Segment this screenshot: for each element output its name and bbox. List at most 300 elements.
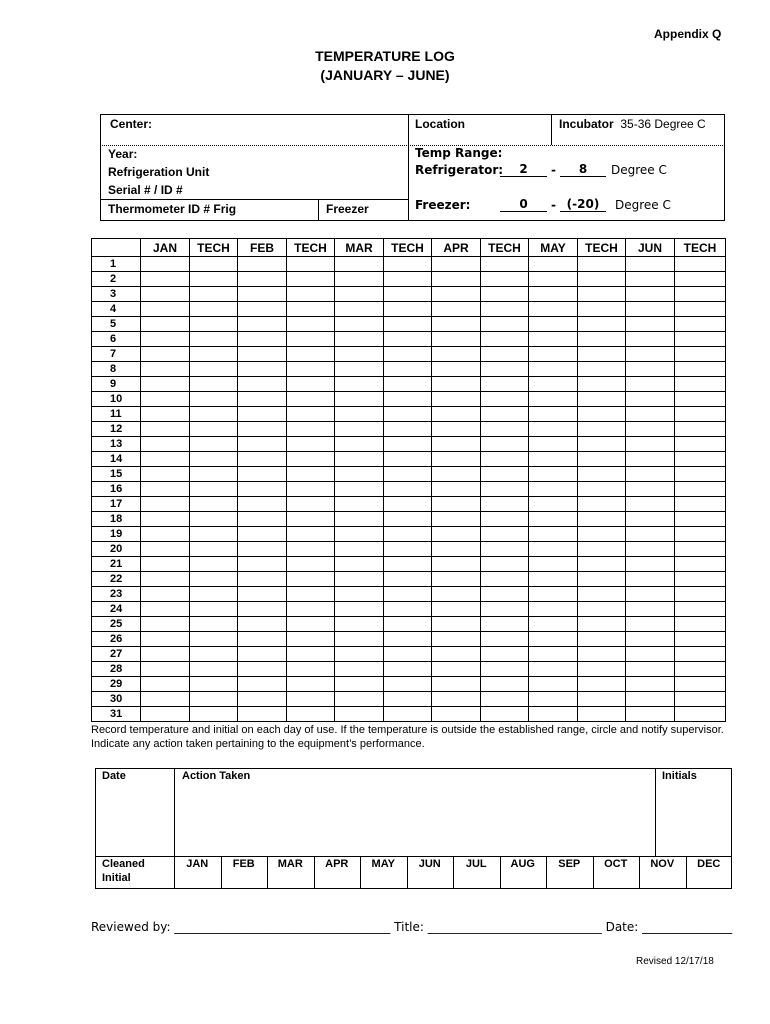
log-entry-cell[interactable] xyxy=(287,467,335,482)
log-entry-cell[interactable] xyxy=(432,692,481,707)
log-entry-cell[interactable] xyxy=(626,497,675,512)
log-entry-cell[interactable] xyxy=(481,377,529,392)
log-entry-cell[interactable] xyxy=(432,632,481,647)
log-entry-cell[interactable] xyxy=(481,647,529,662)
log-entry-cell[interactable] xyxy=(529,662,578,677)
log-entry-cell[interactable] xyxy=(141,407,190,422)
log-entry-cell[interactable] xyxy=(141,602,190,617)
log-entry-cell[interactable] xyxy=(335,542,384,557)
log-entry-cell[interactable] xyxy=(238,452,287,467)
log-entry-cell[interactable] xyxy=(287,377,335,392)
log-entry-cell[interactable] xyxy=(626,422,675,437)
log-entry-cell[interactable] xyxy=(335,617,384,632)
log-entry-cell[interactable] xyxy=(675,587,726,602)
log-entry-cell[interactable] xyxy=(578,617,626,632)
log-entry-cell[interactable] xyxy=(481,437,529,452)
log-entry-cell[interactable] xyxy=(190,332,238,347)
log-entry-cell[interactable] xyxy=(190,512,238,527)
log-entry-cell[interactable] xyxy=(190,287,238,302)
log-entry-cell[interactable] xyxy=(384,572,432,587)
log-entry-cell[interactable] xyxy=(626,467,675,482)
log-entry-cell[interactable] xyxy=(578,542,626,557)
log-entry-cell[interactable] xyxy=(432,482,481,497)
log-entry-cell[interactable] xyxy=(287,587,335,602)
log-entry-cell[interactable] xyxy=(675,527,726,542)
log-entry-cell[interactable] xyxy=(141,662,190,677)
log-entry-cell[interactable] xyxy=(432,497,481,512)
log-entry-cell[interactable] xyxy=(190,677,238,692)
log-entry-cell[interactable] xyxy=(578,572,626,587)
log-entry-cell[interactable] xyxy=(432,422,481,437)
log-entry-cell[interactable] xyxy=(190,557,238,572)
log-entry-cell[interactable] xyxy=(141,707,190,722)
log-entry-cell[interactable] xyxy=(141,632,190,647)
log-entry-cell[interactable] xyxy=(384,467,432,482)
log-entry-cell[interactable] xyxy=(675,497,726,512)
log-entry-cell[interactable] xyxy=(432,467,481,482)
log-entry-cell[interactable] xyxy=(238,707,287,722)
log-entry-cell[interactable] xyxy=(675,302,726,317)
log-entry-cell[interactable] xyxy=(675,467,726,482)
log-entry-cell[interactable] xyxy=(190,422,238,437)
log-entry-cell[interactable] xyxy=(578,662,626,677)
log-entry-cell[interactable] xyxy=(481,662,529,677)
log-entry-cell[interactable] xyxy=(626,677,675,692)
log-entry-cell[interactable] xyxy=(481,617,529,632)
log-entry-cell[interactable] xyxy=(432,257,481,272)
log-entry-cell[interactable] xyxy=(384,257,432,272)
log-entry-cell[interactable] xyxy=(141,287,190,302)
log-entry-cell[interactable] xyxy=(238,422,287,437)
log-entry-cell[interactable] xyxy=(626,527,675,542)
log-entry-cell[interactable] xyxy=(578,332,626,347)
log-entry-cell[interactable] xyxy=(675,617,726,632)
log-entry-cell[interactable] xyxy=(626,287,675,302)
log-entry-cell[interactable] xyxy=(626,347,675,362)
log-entry-cell[interactable] xyxy=(287,437,335,452)
log-entry-cell[interactable] xyxy=(287,557,335,572)
log-entry-cell[interactable] xyxy=(481,287,529,302)
log-entry-cell[interactable] xyxy=(384,347,432,362)
log-entry-cell[interactable] xyxy=(529,302,578,317)
log-entry-cell[interactable] xyxy=(529,272,578,287)
log-entry-cell[interactable] xyxy=(529,527,578,542)
log-entry-cell[interactable] xyxy=(481,527,529,542)
log-entry-cell[interactable] xyxy=(432,272,481,287)
log-entry-cell[interactable] xyxy=(384,527,432,542)
log-entry-cell[interactable] xyxy=(190,527,238,542)
log-entry-cell[interactable] xyxy=(626,392,675,407)
log-entry-cell[interactable] xyxy=(529,467,578,482)
log-entry-cell[interactable] xyxy=(578,407,626,422)
log-entry-cell[interactable] xyxy=(432,302,481,317)
log-entry-cell[interactable] xyxy=(141,542,190,557)
log-entry-cell[interactable] xyxy=(287,332,335,347)
log-entry-cell[interactable] xyxy=(190,437,238,452)
log-entry-cell[interactable] xyxy=(578,557,626,572)
log-entry-cell[interactable] xyxy=(626,302,675,317)
log-entry-cell[interactable] xyxy=(481,602,529,617)
log-entry-cell[interactable] xyxy=(335,287,384,302)
log-entry-cell[interactable] xyxy=(190,662,238,677)
log-entry-cell[interactable] xyxy=(675,557,726,572)
log-entry-cell[interactable] xyxy=(384,617,432,632)
log-entry-cell[interactable] xyxy=(578,377,626,392)
log-entry-cell[interactable] xyxy=(287,422,335,437)
log-entry-cell[interactable] xyxy=(432,647,481,662)
log-entry-cell[interactable] xyxy=(335,377,384,392)
log-entry-cell[interactable] xyxy=(626,272,675,287)
log-entry-cell[interactable] xyxy=(287,407,335,422)
log-entry-cell[interactable] xyxy=(287,542,335,557)
log-entry-cell[interactable] xyxy=(287,677,335,692)
log-entry-cell[interactable] xyxy=(626,557,675,572)
log-entry-cell[interactable] xyxy=(141,392,190,407)
log-entry-cell[interactable] xyxy=(578,362,626,377)
log-entry-cell[interactable] xyxy=(190,647,238,662)
log-entry-cell[interactable] xyxy=(626,692,675,707)
log-entry-cell[interactable] xyxy=(481,677,529,692)
log-entry-cell[interactable] xyxy=(238,512,287,527)
log-entry-cell[interactable] xyxy=(432,407,481,422)
log-entry-cell[interactable] xyxy=(287,302,335,317)
log-entry-cell[interactable] xyxy=(432,527,481,542)
log-entry-cell[interactable] xyxy=(481,692,529,707)
log-entry-cell[interactable] xyxy=(578,317,626,332)
log-entry-cell[interactable] xyxy=(384,302,432,317)
log-entry-cell[interactable] xyxy=(481,512,529,527)
log-entry-cell[interactable] xyxy=(335,362,384,377)
log-entry-cell[interactable] xyxy=(432,377,481,392)
log-entry-cell[interactable] xyxy=(675,332,726,347)
log-entry-cell[interactable] xyxy=(384,542,432,557)
log-entry-cell[interactable] xyxy=(432,452,481,467)
log-entry-cell[interactable] xyxy=(335,317,384,332)
log-entry-cell[interactable] xyxy=(190,617,238,632)
log-entry-cell[interactable] xyxy=(529,317,578,332)
log-entry-cell[interactable] xyxy=(432,707,481,722)
log-entry-cell[interactable] xyxy=(578,707,626,722)
log-entry-cell[interactable] xyxy=(238,602,287,617)
log-entry-cell[interactable] xyxy=(384,332,432,347)
log-entry-cell[interactable] xyxy=(529,287,578,302)
log-entry-cell[interactable] xyxy=(335,257,384,272)
log-entry-cell[interactable] xyxy=(141,302,190,317)
log-entry-cell[interactable] xyxy=(432,287,481,302)
log-entry-cell[interactable] xyxy=(481,452,529,467)
log-entry-cell[interactable] xyxy=(578,497,626,512)
log-entry-cell[interactable] xyxy=(190,632,238,647)
log-entry-cell[interactable] xyxy=(578,587,626,602)
log-entry-cell[interactable] xyxy=(384,407,432,422)
log-entry-cell[interactable] xyxy=(335,677,384,692)
log-entry-cell[interactable] xyxy=(675,632,726,647)
log-entry-cell[interactable] xyxy=(626,662,675,677)
log-entry-cell[interactable] xyxy=(675,392,726,407)
log-entry-cell[interactable] xyxy=(141,272,190,287)
log-entry-cell[interactable] xyxy=(578,302,626,317)
log-entry-cell[interactable] xyxy=(578,602,626,617)
log-entry-cell[interactable] xyxy=(529,542,578,557)
log-entry-cell[interactable] xyxy=(675,662,726,677)
log-entry-cell[interactable] xyxy=(238,257,287,272)
log-entry-cell[interactable] xyxy=(675,422,726,437)
log-entry-cell[interactable] xyxy=(626,542,675,557)
log-entry-cell[interactable] xyxy=(141,452,190,467)
log-entry-cell[interactable] xyxy=(481,557,529,572)
log-entry-cell[interactable] xyxy=(287,362,335,377)
log-entry-cell[interactable] xyxy=(287,497,335,512)
log-entry-cell[interactable] xyxy=(432,602,481,617)
log-entry-cell[interactable] xyxy=(578,677,626,692)
log-entry-cell[interactable] xyxy=(190,707,238,722)
log-entry-cell[interactable] xyxy=(529,437,578,452)
log-entry-cell[interactable] xyxy=(626,332,675,347)
log-entry-cell[interactable] xyxy=(675,407,726,422)
log-entry-cell[interactable] xyxy=(384,602,432,617)
log-entry-cell[interactable] xyxy=(190,302,238,317)
log-entry-cell[interactable] xyxy=(529,617,578,632)
log-entry-cell[interactable] xyxy=(626,482,675,497)
log-entry-cell[interactable] xyxy=(432,587,481,602)
log-entry-cell[interactable] xyxy=(384,452,432,467)
log-entry-cell[interactable] xyxy=(287,392,335,407)
log-entry-cell[interactable] xyxy=(529,377,578,392)
log-entry-cell[interactable] xyxy=(335,632,384,647)
log-entry-cell[interactable] xyxy=(529,497,578,512)
log-entry-cell[interactable] xyxy=(287,662,335,677)
log-entry-cell[interactable] xyxy=(238,317,287,332)
log-entry-cell[interactable] xyxy=(529,422,578,437)
log-entry-cell[interactable] xyxy=(335,497,384,512)
log-entry-cell[interactable] xyxy=(481,542,529,557)
log-entry-cell[interactable] xyxy=(529,692,578,707)
log-entry-cell[interactable] xyxy=(141,572,190,587)
log-entry-cell[interactable] xyxy=(238,437,287,452)
log-entry-cell[interactable] xyxy=(578,347,626,362)
log-entry-cell[interactable] xyxy=(141,422,190,437)
log-entry-cell[interactable] xyxy=(675,572,726,587)
log-entry-cell[interactable] xyxy=(529,677,578,692)
log-entry-cell[interactable] xyxy=(432,677,481,692)
log-entry-cell[interactable] xyxy=(529,332,578,347)
log-entry-cell[interactable] xyxy=(141,677,190,692)
log-entry-cell[interactable] xyxy=(578,467,626,482)
log-entry-cell[interactable] xyxy=(578,647,626,662)
log-entry-cell[interactable] xyxy=(287,257,335,272)
log-entry-cell[interactable] xyxy=(675,437,726,452)
log-entry-cell[interactable] xyxy=(432,557,481,572)
log-entry-cell[interactable] xyxy=(578,437,626,452)
log-entry-cell[interactable] xyxy=(675,677,726,692)
log-entry-cell[interactable] xyxy=(238,632,287,647)
log-entry-cell[interactable] xyxy=(578,527,626,542)
log-entry-cell[interactable] xyxy=(287,287,335,302)
log-entry-cell[interactable] xyxy=(190,467,238,482)
log-entry-cell[interactable] xyxy=(529,632,578,647)
log-entry-cell[interactable] xyxy=(335,647,384,662)
log-entry-cell[interactable] xyxy=(238,482,287,497)
log-entry-cell[interactable] xyxy=(432,572,481,587)
log-entry-cell[interactable] xyxy=(190,392,238,407)
log-entry-cell[interactable] xyxy=(238,347,287,362)
log-entry-cell[interactable] xyxy=(626,587,675,602)
log-entry-cell[interactable] xyxy=(626,377,675,392)
log-entry-cell[interactable] xyxy=(578,512,626,527)
log-entry-cell[interactable] xyxy=(190,572,238,587)
log-entry-cell[interactable] xyxy=(675,647,726,662)
log-entry-cell[interactable] xyxy=(141,362,190,377)
log-entry-cell[interactable] xyxy=(335,302,384,317)
log-entry-cell[interactable] xyxy=(335,602,384,617)
log-entry-cell[interactable] xyxy=(238,302,287,317)
log-entry-cell[interactable] xyxy=(481,302,529,317)
log-entry-cell[interactable] xyxy=(578,272,626,287)
log-entry-cell[interactable] xyxy=(578,482,626,497)
log-entry-cell[interactable] xyxy=(578,422,626,437)
log-entry-cell[interactable] xyxy=(238,332,287,347)
log-entry-cell[interactable] xyxy=(432,437,481,452)
log-entry-cell[interactable] xyxy=(578,632,626,647)
log-entry-cell[interactable] xyxy=(335,347,384,362)
log-entry-cell[interactable] xyxy=(190,452,238,467)
log-entry-cell[interactable] xyxy=(626,317,675,332)
log-entry-cell[interactable] xyxy=(675,377,726,392)
log-entry-cell[interactable] xyxy=(481,392,529,407)
log-entry-cell[interactable] xyxy=(335,557,384,572)
log-entry-cell[interactable] xyxy=(335,392,384,407)
log-entry-cell[interactable] xyxy=(675,287,726,302)
log-entry-cell[interactable] xyxy=(141,482,190,497)
log-entry-cell[interactable] xyxy=(190,257,238,272)
log-entry-cell[interactable] xyxy=(141,347,190,362)
log-entry-cell[interactable] xyxy=(287,617,335,632)
log-entry-cell[interactable] xyxy=(626,407,675,422)
log-entry-cell[interactable] xyxy=(335,422,384,437)
log-entry-cell[interactable] xyxy=(481,572,529,587)
log-entry-cell[interactable] xyxy=(238,662,287,677)
log-entry-cell[interactable] xyxy=(335,467,384,482)
log-entry-cell[interactable] xyxy=(141,617,190,632)
log-entry-cell[interactable] xyxy=(675,602,726,617)
log-entry-cell[interactable] xyxy=(481,407,529,422)
log-entry-cell[interactable] xyxy=(141,497,190,512)
log-entry-cell[interactable] xyxy=(287,527,335,542)
log-entry-cell[interactable] xyxy=(287,482,335,497)
log-entry-cell[interactable] xyxy=(141,257,190,272)
log-entry-cell[interactable] xyxy=(335,512,384,527)
log-entry-cell[interactable] xyxy=(141,332,190,347)
log-entry-cell[interactable] xyxy=(141,437,190,452)
log-entry-cell[interactable] xyxy=(481,317,529,332)
log-entry-cell[interactable] xyxy=(190,587,238,602)
log-entry-cell[interactable] xyxy=(481,422,529,437)
log-entry-cell[interactable] xyxy=(481,347,529,362)
log-entry-cell[interactable] xyxy=(384,317,432,332)
log-entry-cell[interactable] xyxy=(287,347,335,362)
log-entry-cell[interactable] xyxy=(384,677,432,692)
log-entry-cell[interactable] xyxy=(335,707,384,722)
log-entry-cell[interactable] xyxy=(481,332,529,347)
log-entry-cell[interactable] xyxy=(190,497,238,512)
log-entry-cell[interactable] xyxy=(578,257,626,272)
log-entry-cell[interactable] xyxy=(238,497,287,512)
log-entry-cell[interactable] xyxy=(238,617,287,632)
log-entry-cell[interactable] xyxy=(238,407,287,422)
log-entry-cell[interactable] xyxy=(432,332,481,347)
log-entry-cell[interactable] xyxy=(384,692,432,707)
log-entry-cell[interactable] xyxy=(190,317,238,332)
log-entry-cell[interactable] xyxy=(141,692,190,707)
log-entry-cell[interactable] xyxy=(384,662,432,677)
log-entry-cell[interactable] xyxy=(626,362,675,377)
log-entry-cell[interactable] xyxy=(626,602,675,617)
log-entry-cell[interactable] xyxy=(190,362,238,377)
log-entry-cell[interactable] xyxy=(481,272,529,287)
log-entry-cell[interactable] xyxy=(675,707,726,722)
log-entry-cell[interactable] xyxy=(141,527,190,542)
log-entry-cell[interactable] xyxy=(481,497,529,512)
log-entry-cell[interactable] xyxy=(238,527,287,542)
log-entry-cell[interactable] xyxy=(335,437,384,452)
log-entry-cell[interactable] xyxy=(432,317,481,332)
log-entry-cell[interactable] xyxy=(384,707,432,722)
log-entry-cell[interactable] xyxy=(626,647,675,662)
log-entry-cell[interactable] xyxy=(675,452,726,467)
log-entry-cell[interactable] xyxy=(481,257,529,272)
log-entry-cell[interactable] xyxy=(287,707,335,722)
log-entry-cell[interactable] xyxy=(384,287,432,302)
log-entry-cell[interactable] xyxy=(287,317,335,332)
log-entry-cell[interactable] xyxy=(626,572,675,587)
log-entry-cell[interactable] xyxy=(529,557,578,572)
log-entry-cell[interactable] xyxy=(384,272,432,287)
log-entry-cell[interactable] xyxy=(287,452,335,467)
log-entry-cell[interactable] xyxy=(335,692,384,707)
log-entry-cell[interactable] xyxy=(190,407,238,422)
log-entry-cell[interactable] xyxy=(675,362,726,377)
log-entry-cell[interactable] xyxy=(335,452,384,467)
log-entry-cell[interactable] xyxy=(238,677,287,692)
log-entry-cell[interactable] xyxy=(626,512,675,527)
log-entry-cell[interactable] xyxy=(529,257,578,272)
log-entry-cell[interactable] xyxy=(384,422,432,437)
log-entry-cell[interactable] xyxy=(238,377,287,392)
log-entry-cell[interactable] xyxy=(529,647,578,662)
log-entry-cell[interactable] xyxy=(626,452,675,467)
log-entry-cell[interactable] xyxy=(335,527,384,542)
log-entry-cell[interactable] xyxy=(578,392,626,407)
log-entry-cell[interactable] xyxy=(384,437,432,452)
log-entry-cell[interactable] xyxy=(481,707,529,722)
log-entry-cell[interactable] xyxy=(384,632,432,647)
log-entry-cell[interactable] xyxy=(481,632,529,647)
log-entry-cell[interactable] xyxy=(238,572,287,587)
log-entry-cell[interactable] xyxy=(190,272,238,287)
log-entry-cell[interactable] xyxy=(481,467,529,482)
log-entry-cell[interactable] xyxy=(432,347,481,362)
log-entry-cell[interactable] xyxy=(432,662,481,677)
log-entry-cell[interactable] xyxy=(626,617,675,632)
log-entry-cell[interactable] xyxy=(675,482,726,497)
log-entry-cell[interactable] xyxy=(626,707,675,722)
log-entry-cell[interactable] xyxy=(675,317,726,332)
log-entry-cell[interactable] xyxy=(141,557,190,572)
log-entry-cell[interactable] xyxy=(626,632,675,647)
log-entry-cell[interactable] xyxy=(287,692,335,707)
log-entry-cell[interactable] xyxy=(238,467,287,482)
log-entry-cell[interactable] xyxy=(384,362,432,377)
